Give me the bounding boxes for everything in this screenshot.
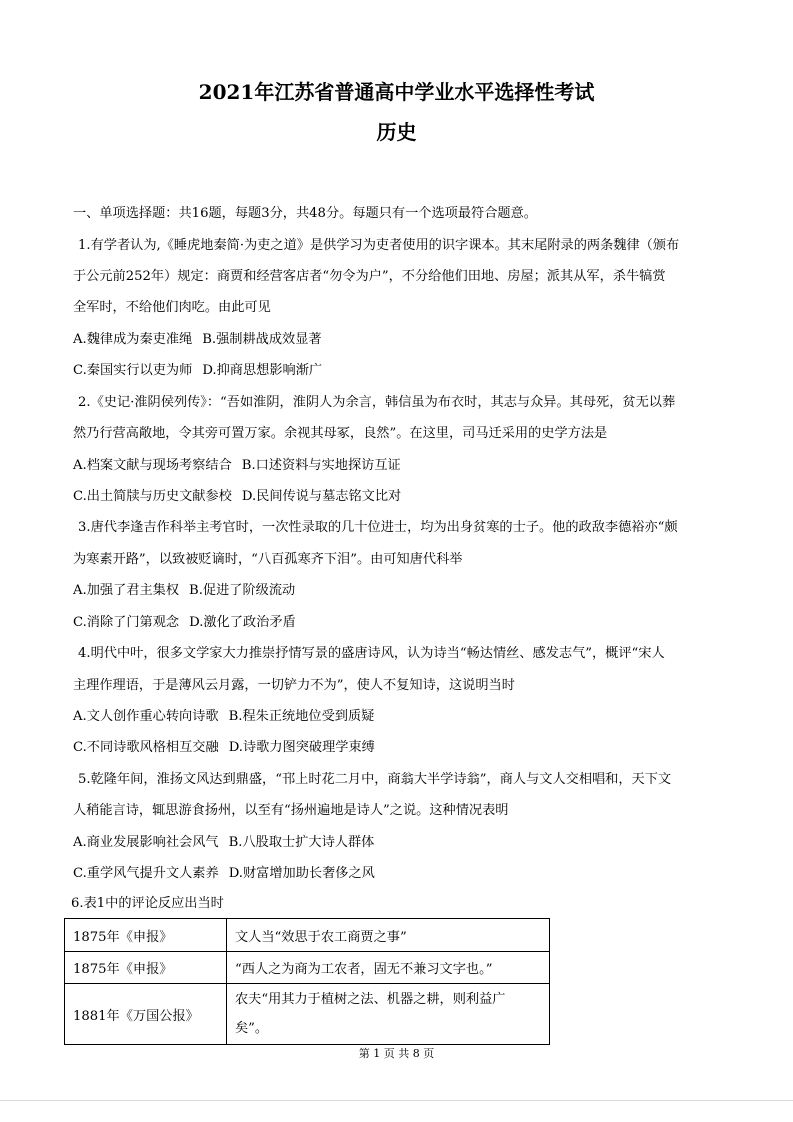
option-d[interactable]: D.诗歌力图突破理学束缚 bbox=[228, 740, 375, 755]
page-footer: 第 1 页 共 8 页 bbox=[358, 1047, 435, 1060]
option-c[interactable]: C.不同诗歌风格相互交融 bbox=[73, 740, 219, 755]
table-cell-comment bbox=[227, 984, 550, 1045]
options-row bbox=[73, 739, 375, 757]
section-heading: 一、单项选择题：共16题，每题3分，共48分。每题只有一个选项最符合题意。 bbox=[73, 206, 537, 221]
option-c[interactable]: C.秦国实行以吏为师 bbox=[73, 363, 193, 378]
option-a[interactable]: A.档案文献与现场考察结合 bbox=[73, 458, 232, 473]
question-stem-line: 2.《史记·淮阴侯列传》：“吾如淮阴，淮阴人为余言，韩信虽为布衣时，其志与众异。其母死，贫无以葬 bbox=[78, 395, 676, 410]
option-c[interactable]: C.出土简牍与历史文献参校 bbox=[73, 489, 232, 504]
option-b[interactable]: B.八股取士扩大诗人群体 bbox=[228, 835, 375, 850]
options-row bbox=[73, 488, 401, 506]
option-a[interactable]: A.魏律成为秦吏准绳 bbox=[73, 332, 193, 347]
table-cell-source: 1881年《万国公报》 bbox=[65, 984, 227, 1045]
options-row bbox=[73, 331, 322, 349]
question-stem-line: 5.乾隆年间，淮扬文风达到鼎盛，“邗上时花二月中，商翁大半学诗翁”，商人与文人交相唱和，天下文 bbox=[78, 772, 672, 787]
option-b[interactable]: B.促进了阶级流动 bbox=[189, 583, 296, 598]
option-a[interactable]: A.商业发展影响社会风气 bbox=[73, 835, 219, 850]
question-stem-line: 为寒素开路”，以致被贬谪时，“八百孤寒齐下泪”。由可知唐代科举 bbox=[73, 552, 463, 567]
subject-title: 历史 bbox=[376, 120, 417, 144]
question-stem-line: 然乃行营高敞地，令其旁可置万家。余视其母冢，良然”。在这里，司马迁采用的史学方法是 bbox=[73, 426, 608, 441]
options-row bbox=[73, 614, 296, 632]
bottom-divider bbox=[0, 1100, 793, 1101]
option-d[interactable]: D.激化了政治矛盾 bbox=[189, 615, 296, 630]
exam-title: 2021年江苏省普通高中学业水平选择性考试 bbox=[198, 80, 595, 104]
question-stem-line: 于公元前252年）规定：商贾和经营客店者“勿令为户”，不分给他们田地、房屋；派其从军，杀牛犒赏 bbox=[73, 269, 666, 284]
table-row bbox=[65, 952, 550, 984]
option-d[interactable]: D.抑商思想影响渐广 bbox=[202, 363, 323, 378]
options-row bbox=[73, 457, 401, 475]
options-row bbox=[73, 834, 374, 852]
option-b[interactable]: B.程朱正统地位受到质疑 bbox=[228, 709, 375, 724]
options-row bbox=[73, 708, 374, 726]
option-a[interactable]: A.文人创作重心转向诗歌 bbox=[73, 709, 219, 724]
option-a[interactable]: A.加强了君主集权 bbox=[73, 583, 180, 598]
table-1 bbox=[64, 918, 550, 1045]
table-cell-comment: “西人之为商为工农者，固无不兼习文字也。” bbox=[227, 952, 550, 984]
table-cell-source: 1875年《申报》 bbox=[65, 919, 227, 952]
table-cell-source: 1875年《申报》 bbox=[65, 952, 227, 984]
question-stem-line: 1.有学者认为,《睡虎地秦简·为吏之道》是供学习为吏者使用的识字课本。其末尾附录的两条魏律（颁布 bbox=[78, 238, 680, 253]
table-cell-comment: 文人当“效思于农工商贾之事” bbox=[227, 919, 550, 952]
question-stem-line: 6.表1中的评论反应出当时 bbox=[71, 896, 224, 911]
option-c[interactable]: C.重学风气提升文人素养 bbox=[73, 866, 219, 881]
table-row bbox=[65, 919, 550, 952]
question-stem-line: 主理作理语，于是薄风云月露，一切铲力不为”，使人不复知诗，这说明当时 bbox=[73, 678, 515, 693]
options-row bbox=[73, 362, 322, 380]
options-row bbox=[73, 582, 295, 600]
comment-line: 矣”。 bbox=[235, 1021, 269, 1036]
option-d[interactable]: D.财富增加助长奢侈之风 bbox=[228, 866, 375, 881]
table-row bbox=[65, 984, 550, 1045]
comment-line: 农夫“用其力于植树之法、机器之耕，则利益广 bbox=[235, 992, 506, 1007]
question-stem-line: 4.明代中叶，很多文学家大力推崇抒情写景的盛唐诗风，认为诗当“畅达情丝、感发志气”，概评“宋人 bbox=[78, 646, 665, 661]
option-c[interactable]: C.消除了门第观念 bbox=[73, 615, 180, 630]
question-stem-line: 全军时，不给他们肉吃。由此可见 bbox=[73, 300, 271, 315]
question-stem-line: 3.唐代李逢吉作科举主考官时，一次性录取的几十位进士，均为出身贫寒的士子。他的政敌李德裕亦“颇 bbox=[78, 520, 678, 535]
options-row bbox=[73, 865, 375, 883]
option-b[interactable]: B.口述资料与实地探访互证 bbox=[241, 458, 401, 473]
option-d[interactable]: D.民间传说与墓志铭文比对 bbox=[241, 489, 402, 504]
option-b[interactable]: B.强制耕战成效显著 bbox=[202, 332, 322, 347]
question-stem-line: 人稍能言诗，辄思游食扬州，以至有“扬州遍地是诗人”之说。这种情况表明 bbox=[73, 803, 509, 818]
